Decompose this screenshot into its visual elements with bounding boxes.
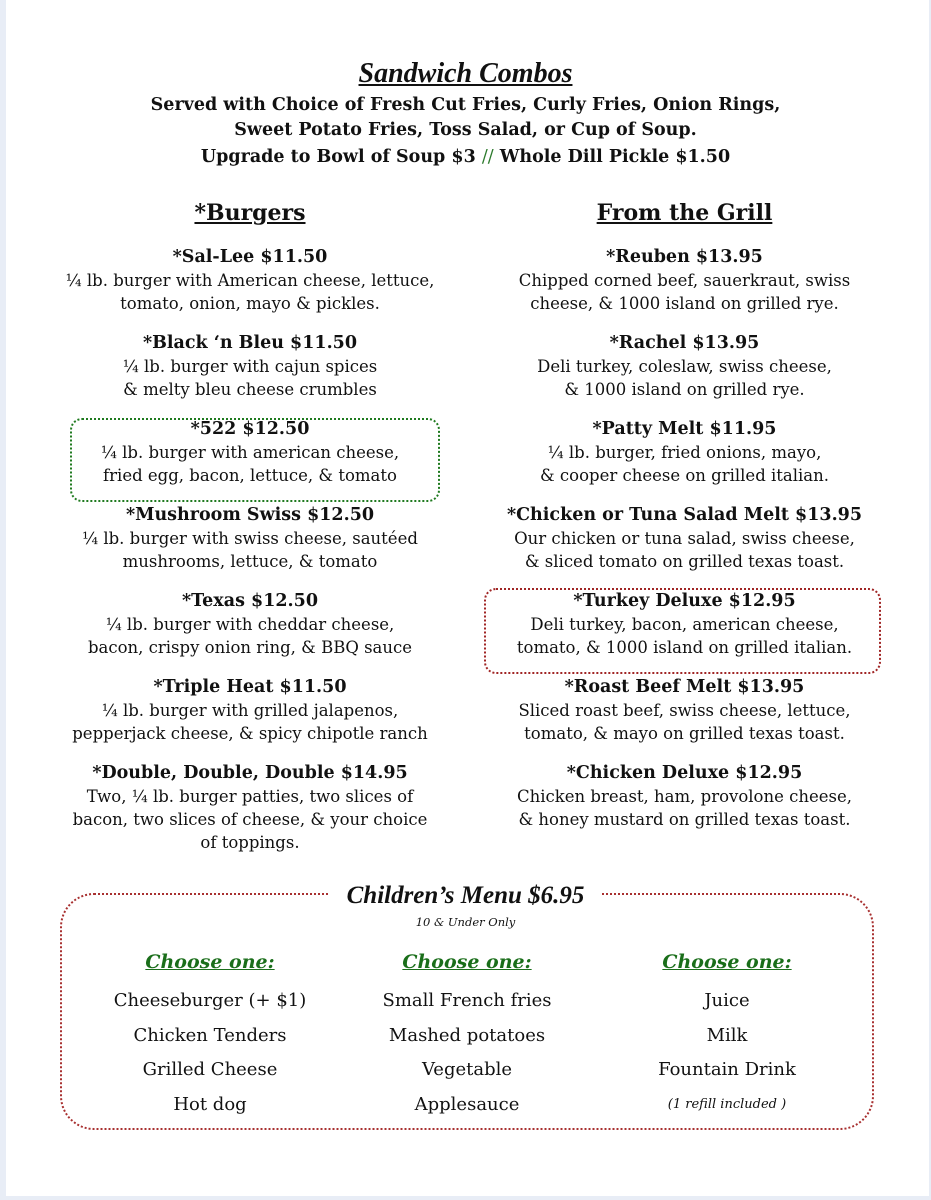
menu-item xyxy=(472,762,897,848)
kids-option: Applesauce xyxy=(414,1093,520,1115)
menu-item-name: *Turkey Deluxe $12.95 xyxy=(573,591,796,611)
kids-option: Milk xyxy=(706,1024,748,1046)
kids-choice-column xyxy=(337,948,597,1122)
menu-item-description: tomato, & 1000 island on grilled italian. xyxy=(516,638,853,657)
menu-item-description: pepperjack cheese, & spicy chipotle ranch xyxy=(72,724,428,743)
kids-option: Hot dog xyxy=(173,1093,247,1115)
pickle-price: Whole Dill Pickle $1.50 xyxy=(499,147,731,167)
menu-item-name: *Sal-Lee $11.50 xyxy=(172,247,328,267)
menu-item-description: Our chicken or tuna salad, swiss cheese, xyxy=(514,529,855,548)
menu-item xyxy=(40,332,460,418)
menu-item-name: *Reuben $13.95 xyxy=(606,247,763,267)
menu-item-description: Two, ¼ lb. burger patties, two slices of xyxy=(86,787,414,806)
menu-item xyxy=(40,762,460,852)
kids-option: Cheeseburger (+ $1) xyxy=(113,990,307,1011)
menu-item-description: fried egg, bacon, lettuce, & tomato xyxy=(103,466,397,485)
menu-item-name: *Patty Melt $11.95 xyxy=(592,419,777,439)
menu-item xyxy=(472,418,897,504)
kids-option: Grilled Cheese xyxy=(142,1059,278,1080)
menu-item-name: *Chicken Deluxe $12.95 xyxy=(566,763,803,783)
menu-item-name: *522 $12.50 xyxy=(190,419,310,439)
menu-item-description: & melty bleu cheese crumbles xyxy=(123,380,377,399)
menu-item xyxy=(472,504,897,590)
childrens-menu-note: 10 & Under Only xyxy=(415,915,516,929)
menu-item-name: *Chicken or Tuna Salad Melt $13.95 xyxy=(506,505,863,525)
choose-one-heading: Choose one: xyxy=(662,951,792,973)
menu-item xyxy=(40,676,460,762)
menu-item-description: Deli turkey, bacon, american cheese, xyxy=(530,615,839,634)
burgers-column xyxy=(40,198,460,852)
kids-option: Vegetable xyxy=(421,1059,513,1080)
menu-item-description: of toppings. xyxy=(200,833,300,852)
menu-item-name: *Rachel $13.95 xyxy=(609,333,760,353)
sides-line-1: Served with Choice of Fresh Cut Fries, Curly Fries, Onion Rings, xyxy=(150,95,781,115)
grill-heading: From the Grill xyxy=(596,200,773,226)
choose-one-heading: Choose one: xyxy=(402,951,532,973)
menu-item xyxy=(472,676,897,762)
menu-item-name: *Texas $12.50 xyxy=(182,591,318,611)
kids-choice-column xyxy=(80,948,340,1122)
sides-line-2: Sweet Potato Fries, Toss Salad, or Cup of Soup. xyxy=(234,120,697,140)
choose-one-heading: Choose one: xyxy=(145,951,275,973)
menu-item-description: ¼ lb. burger with cheddar cheese, xyxy=(105,615,395,634)
page-title: Sandwich Combos xyxy=(358,58,573,89)
menu-item-name: *Black ‘n Bleu $11.50 xyxy=(142,333,358,353)
menu-item-description: & 1000 island on grilled rye. xyxy=(564,380,805,399)
childrens-menu-title-text: Children’s Menu $6.95 xyxy=(329,882,603,909)
kids-option: Small French fries xyxy=(382,990,552,1011)
kids-option: Fountain Drink xyxy=(658,1059,796,1080)
menu-item-description: bacon, crispy onion ring, & BBQ sauce xyxy=(87,638,413,657)
kids-choice-column xyxy=(597,948,857,1122)
menu-item-description: ¼ lb. burger with grilled jalapenos, xyxy=(101,701,399,720)
menu-item-description: & honey mustard on grilled texas toast. xyxy=(518,810,851,829)
menu-item xyxy=(472,332,897,418)
menu-item-description: tomato, onion, mayo & pickles. xyxy=(120,294,380,313)
menu-item-description: cheese, & 1000 island on grilled rye. xyxy=(530,294,839,313)
kids-option: Juice xyxy=(704,990,750,1011)
grill-column xyxy=(472,198,897,848)
upgrade-line xyxy=(0,145,931,169)
menu-item-description: Chicken breast, ham, provolone cheese, xyxy=(516,787,852,806)
burgers-heading: *Burgers xyxy=(194,200,306,226)
menu-item-description: ¼ lb. burger with American cheese, lettuce, xyxy=(65,271,435,290)
menu-item xyxy=(40,504,460,590)
menu-item-description: & cooper cheese on grilled italian. xyxy=(539,466,830,485)
menu-item-description: Deli turkey, coleslaw, swiss cheese, xyxy=(537,357,832,376)
menu-item-name: *Triple Heat $11.50 xyxy=(153,677,347,697)
menu-item xyxy=(472,590,897,676)
menu-item-description: ¼ lb. burger with american cheese, xyxy=(100,443,400,462)
menu-item-description: ¼ lb. burger with cajun spices xyxy=(122,357,378,376)
menu-item-description: mushrooms, lettuce, & tomato xyxy=(122,552,378,571)
menu-item-name: *Double, Double, Double $14.95 xyxy=(92,763,408,783)
menu-item xyxy=(40,418,460,504)
menu-item-description: tomato, & mayo on grilled texas toast. xyxy=(524,724,845,743)
menu-item-description: Sliced roast beef, swiss cheese, lettuce, xyxy=(518,701,851,720)
separator: // xyxy=(481,147,494,167)
menu-item xyxy=(40,590,460,676)
menu-item-name: *Mushroom Swiss $12.50 xyxy=(125,505,375,525)
menu-item xyxy=(472,246,897,332)
upgrade-soup: Upgrade to Bowl of Soup $3 xyxy=(200,147,476,167)
menu-item-description: & sliced tomato on grilled texas toast. xyxy=(524,552,845,571)
kids-option: Mashed potatoes xyxy=(388,1024,546,1046)
menu-item-description: bacon, two slices of cheese, & your choice xyxy=(72,810,428,829)
menu-item-description: ¼ lb. burger with swiss cheese, sautéed xyxy=(82,529,418,548)
menu-item xyxy=(40,246,460,332)
childrens-menu-title xyxy=(0,882,931,910)
kids-option: (1 refill included ) xyxy=(667,1096,787,1112)
menu-item-name: *Roast Beef Melt $13.95 xyxy=(564,677,805,697)
menu-item-description: ¼ lb. burger, fried onions, mayo, xyxy=(547,443,822,462)
menu-item-description: Chipped corned beef, sauerkraut, swiss xyxy=(518,271,851,290)
kids-option: Chicken Tenders xyxy=(133,1024,287,1046)
